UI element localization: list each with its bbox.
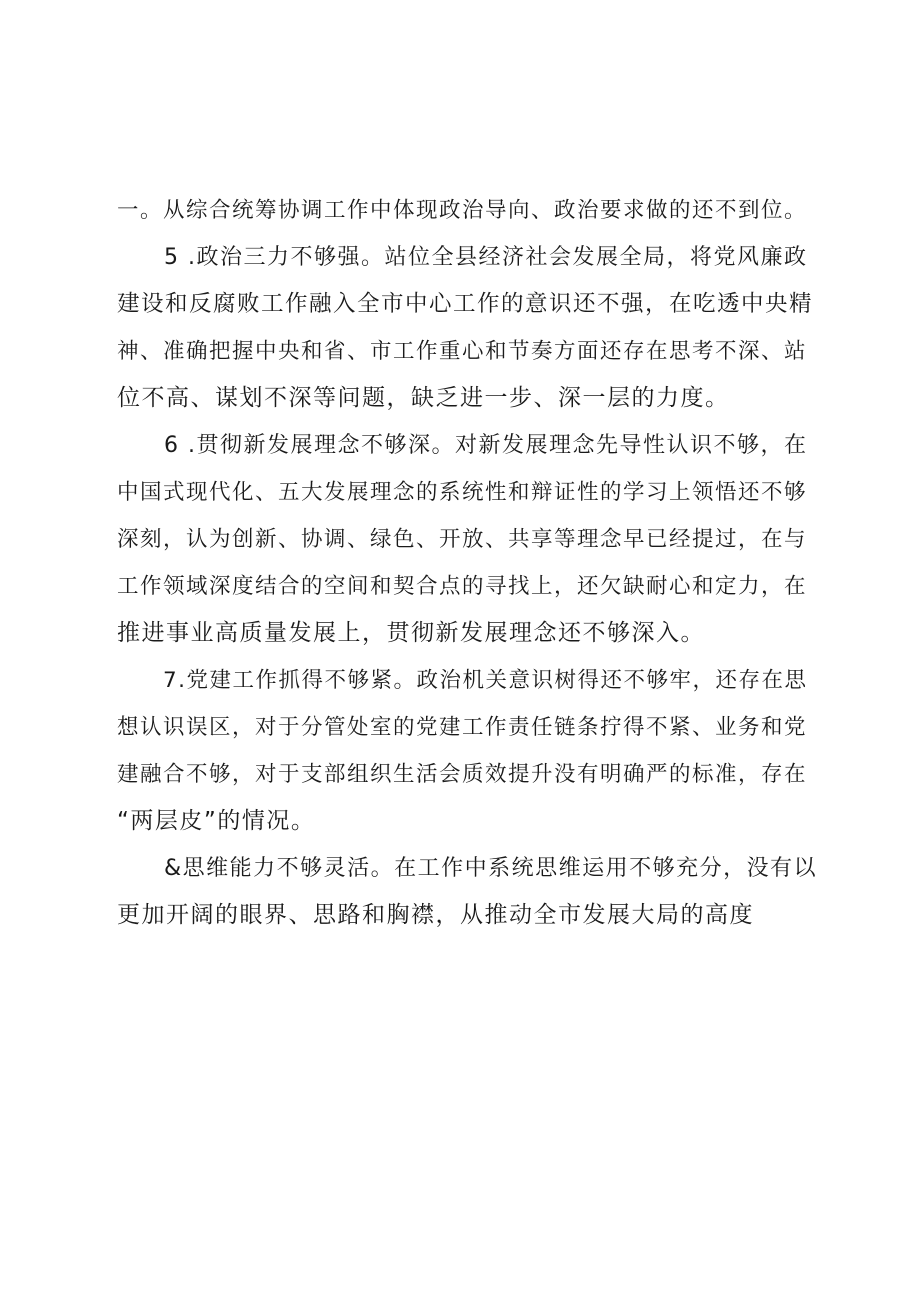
text-line: 建融合不够，对于支部组织生活会质效提升没有明确严的标准，存在 bbox=[117, 762, 808, 787]
text-line: 神、准确把握中央和省、市工作重心和节奏方面还存在思考不深、站 bbox=[117, 339, 808, 364]
text-line: 想认识误区，对于分管处室的党建工作责任链条拧得不紧、业务和党 bbox=[117, 715, 808, 740]
text-line: 5 .政治三力不够强。站位全县经济社会发展全局，将党风廉政 bbox=[117, 245, 808, 270]
text-line: 6 .贯彻新发展理念不够深。对新发展理念先导性认识不够，在 bbox=[117, 433, 808, 458]
text-line: 中国式现代化、五大发展理念的系统性和辩证性的学习上领悟还不够 bbox=[117, 480, 808, 505]
text-line: 推进事业高质量发展上，贯彻新发展理念还不够深入。 bbox=[117, 620, 705, 646]
text-line: 位不高、谋划不深等问题，缺乏进一步、深一层的力度。 bbox=[117, 385, 730, 411]
text-line: 工作领域深度结合的空间和契合点的寻找上，还欠缺耐心和定力，在 bbox=[117, 574, 808, 599]
text-line: 7.党建工作抓得不够紧。政治机关意识树得还不够牢，还存在思 bbox=[117, 668, 808, 693]
text-line: &思维能力不够灵活。在工作中系统思维运用不够充分，没有以 bbox=[117, 856, 818, 881]
text-line: “两层皮”的情况。 bbox=[117, 808, 316, 834]
text-line: 更加开阔的眼界、思路和胸襟，从推动全市发展大局的高度 bbox=[117, 902, 754, 928]
document-body bbox=[117, 187, 817, 939]
text-line: 一。从综合统筹协调工作中体现政治导向、政治要求做的还不到位。 bbox=[117, 198, 808, 223]
text-line: 建设和反腐败工作融入全市中心工作的意识还不强，在吃透中央精 bbox=[117, 291, 814, 317]
text-line: 深刻，认为创新、协调、绿色、开放、共享等理念早已经提过，在与 bbox=[117, 527, 808, 552]
